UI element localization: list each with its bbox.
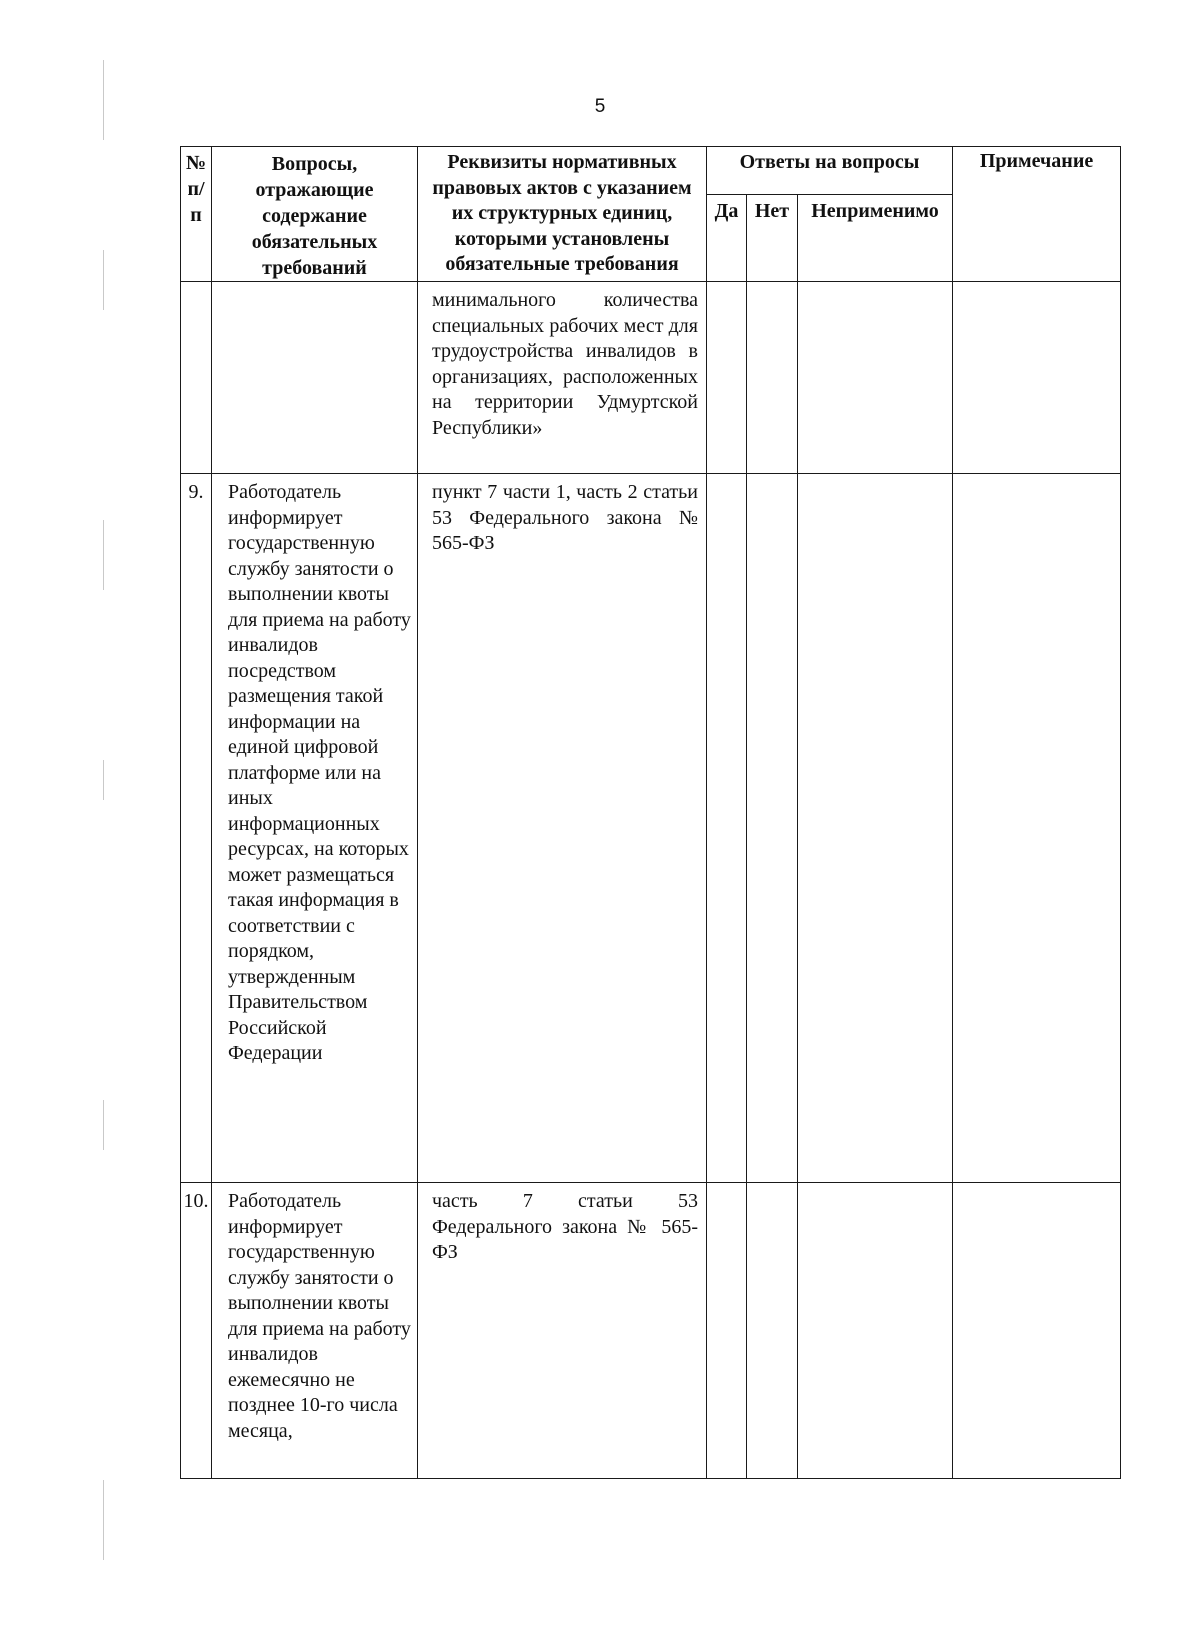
note-cell — [953, 282, 1121, 474]
row-requisites: пункт 7 части 1, часть 2 статьи 53 Федерального закона № 565-ФЗ — [418, 474, 707, 1183]
note-cell — [953, 1183, 1121, 1479]
scan-margin-mark — [103, 1100, 104, 1150]
scan-margin-mark — [103, 60, 104, 140]
row-question — [212, 282, 418, 474]
answer-yes-cell — [707, 282, 747, 474]
header-answer-yes: Да — [707, 195, 747, 282]
header-answer-no: Нет — [747, 195, 798, 282]
row-num — [181, 282, 212, 474]
row-requisites: часть 7 статьи 53 Федерального закона № 565-ФЗ — [418, 1183, 707, 1479]
header-answer-na: Неприменимо — [798, 195, 953, 282]
answer-no-cell — [747, 282, 798, 474]
header-requisites: Реквизиты нормативных правовых актов с указанием их структурных единиц, которыми установлены обязательные требования — [418, 147, 707, 282]
header-note: Примечание — [953, 147, 1121, 282]
answer-yes-cell — [707, 474, 747, 1183]
answer-na-cell — [798, 282, 953, 474]
answer-no-cell — [747, 1183, 798, 1479]
table-row — [181, 1183, 1121, 1479]
header-questions: Вопросы, отражающие содержание обязательных требований — [212, 147, 418, 282]
row-num: 10. — [181, 1183, 212, 1479]
answer-na-cell — [798, 474, 953, 1183]
answer-no-cell — [747, 474, 798, 1183]
scan-margin-mark — [103, 250, 104, 310]
header-num: № п/п — [181, 147, 212, 282]
row-num: 9. — [181, 474, 212, 1183]
checklist-table — [180, 146, 1121, 1479]
row-question: Работодатель информирует государственную службу занятости о выполнении квоты для приема на работу инвалидов посредством размещения такой информации на единой цифровой платформе или на иных информационных ресурсах, на которых может размещаться такая информация в соответствии с порядком, утвержденным Правительством Российской Федерации — [212, 474, 418, 1183]
answer-yes-cell — [707, 1183, 747, 1479]
scan-margin-mark — [103, 520, 104, 590]
page-number: 5 — [594, 96, 606, 117]
note-cell — [953, 474, 1121, 1183]
scan-margin-mark — [103, 760, 104, 800]
header-answers: Ответы на вопросы — [707, 147, 953, 195]
table-row — [181, 282, 1121, 474]
table-row — [181, 474, 1121, 1183]
row-question: Работодатель информирует государственную службу занятости о выполнении квоты для приема на работу инвалидов ежемесячно не позднее 10-го числа месяца, — [212, 1183, 418, 1479]
row-requisites: минимального количества специальных рабочих мест для трудоустройства инвалидов в организациях, расположенных на территории Удмуртской Республики» — [418, 282, 707, 474]
answer-na-cell — [798, 1183, 953, 1479]
header-row — [181, 147, 1121, 195]
scan-margin-mark — [103, 1480, 104, 1560]
